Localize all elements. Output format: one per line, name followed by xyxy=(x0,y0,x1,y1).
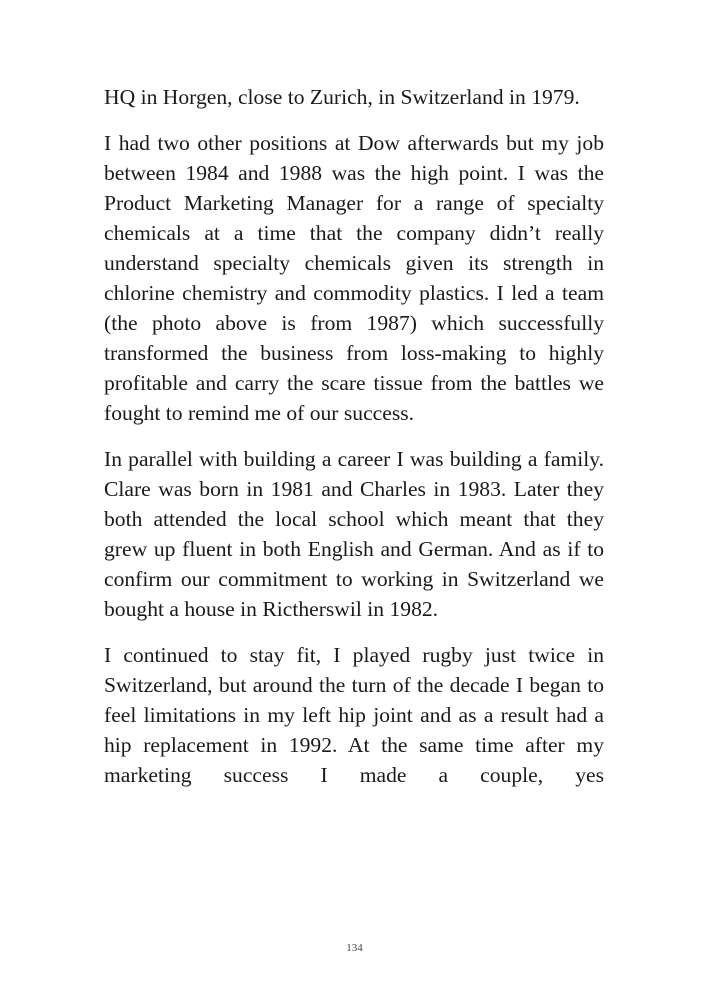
paragraph-1: HQ in Horgen, close to Zurich, in Switzerland in 1979. xyxy=(104,85,580,109)
page-body xyxy=(104,82,604,806)
paragraph-3: In parallel with building a career I was building a family. Clare was born in 1981 and Charles in 1983. Later they both attended the local school which meant that they grew up fluent in both English and German. And as if to confirm our commitment to working in Switzerland we bought a house in Rictherswil in 1982. xyxy=(104,447,604,621)
page-number: 134 xyxy=(346,942,363,954)
paragraph-4: I continued to stay fit, I played rugby just twice in Switzerland, but around the turn of the decade I began to feel limitations in my left hip joint and as a result had a hip replacement in 1992. At the same time after my marketing success I made a couple, yes xyxy=(104,643,604,787)
paragraph-2: I had two other positions at Dow afterwards but my job between 1984 and 1988 was the high point. I was the Product Marketing Manager for a range of specialty chemicals at a time that the company didn’t really understand specialty chemicals given its strength in chlorine chemistry and commodity plastics. I led a team (the photo above is from 1987) which successfully transformed the business from loss-making to highly profitable and carry the scare tissue from the battles we fought to remind me of our success. xyxy=(104,131,604,425)
